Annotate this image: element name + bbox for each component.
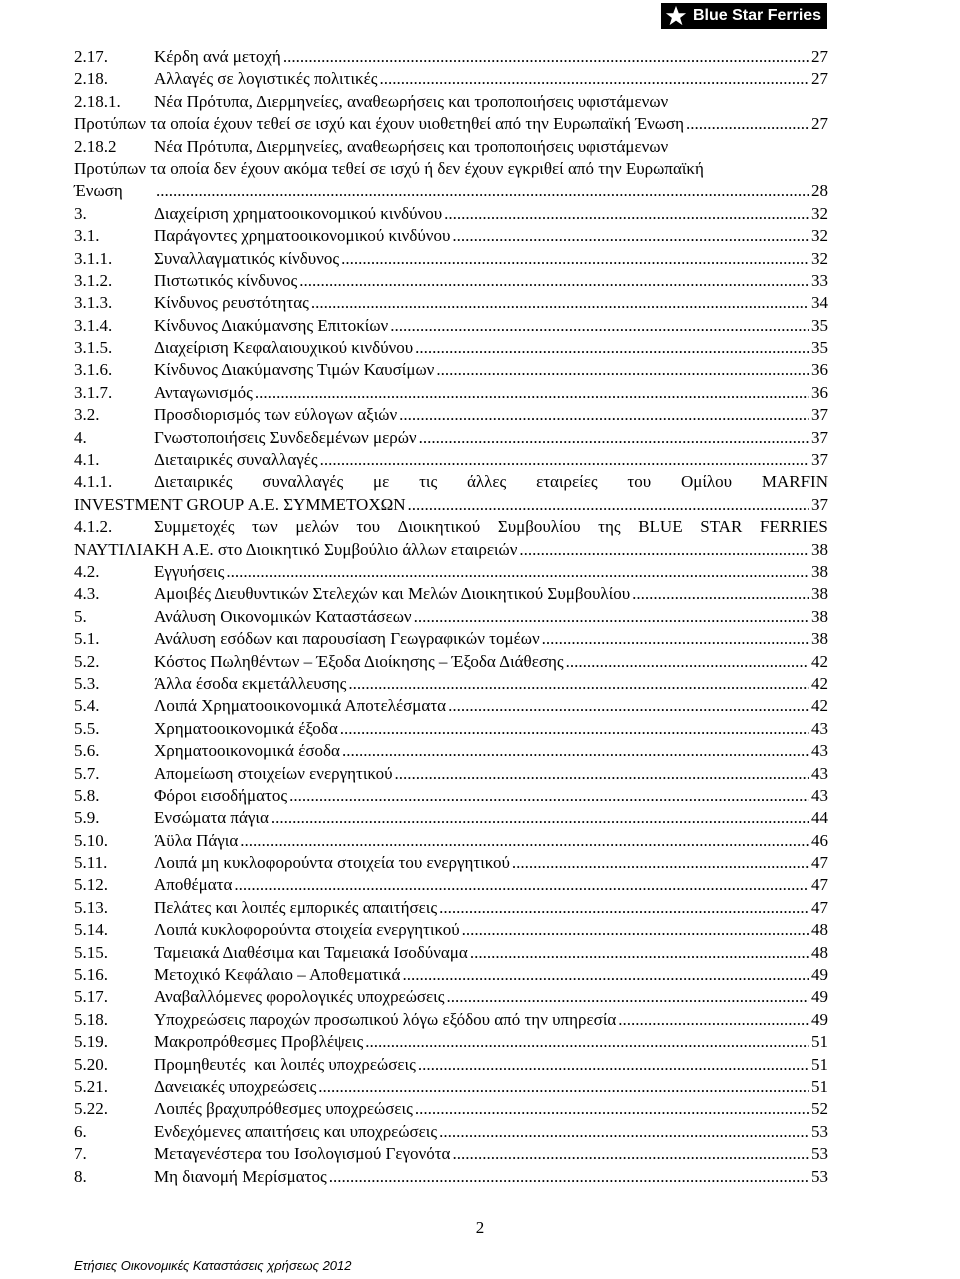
toc-number: 5.19. <box>74 1032 108 1052</box>
toc-number: 5.14. <box>74 920 108 940</box>
toc-page: 32 <box>811 226 828 246</box>
toc-entry[interactable] <box>74 561 828 583</box>
toc-entry[interactable] <box>74 1076 828 1098</box>
toc-number: 3.1.5. <box>74 338 113 358</box>
toc-number: 5.7. <box>74 763 100 783</box>
dot-leader <box>390 315 809 337</box>
toc-entry[interactable] <box>74 874 828 896</box>
toc-title: Κόστος Πωληθέντων – Έξοδα Διοίκησης – Έξοδα Διάθεσης <box>154 651 564 671</box>
toc-number: 5.11. <box>74 853 108 873</box>
toc-page: 47 <box>811 853 828 873</box>
toc-page: 53 <box>811 1121 828 1141</box>
toc-number: 4. <box>74 427 87 447</box>
toc-page: 32 <box>811 203 828 223</box>
toc-page: 47 <box>811 897 828 917</box>
toc-entry[interactable] <box>74 471 828 516</box>
toc-page: 35 <box>811 338 828 358</box>
dot-leader <box>452 225 809 247</box>
dot-leader <box>415 1098 809 1120</box>
toc-entry[interactable] <box>74 449 828 471</box>
toc-entry[interactable] <box>74 740 828 762</box>
toc-number: 5.4. <box>74 696 100 716</box>
toc-entry[interactable] <box>74 46 828 68</box>
toc-number: 4.1.2. <box>74 517 113 537</box>
toc-page: 38 <box>811 539 828 559</box>
dot-leader <box>439 897 809 919</box>
toc-entry[interactable] <box>74 718 828 740</box>
toc-page: 43 <box>811 718 828 738</box>
dot-leader <box>447 986 810 1008</box>
toc-number: 3.1.4. <box>74 315 113 335</box>
toc-entry[interactable] <box>74 292 828 314</box>
toc-number: 3.2. <box>74 405 100 425</box>
dot-leader <box>419 427 809 449</box>
toc-page: 36 <box>811 360 828 380</box>
dot-leader <box>255 382 809 404</box>
toc-word: της <box>598 517 621 537</box>
toc-number: 5.2. <box>74 651 100 671</box>
toc-number: 5.3. <box>74 673 100 693</box>
dot-leader <box>320 449 809 471</box>
toc-number: 3.1. <box>74 226 100 246</box>
toc-number: 4.1. <box>74 450 100 470</box>
toc-title: Συναλλαγματικός κίνδυνος <box>154 248 340 268</box>
dot-leader <box>395 763 810 785</box>
toc-number: 4.3. <box>74 584 100 604</box>
toc-title: Λοιπά Χρηματοοικονομικά Αποτελέσματα <box>154 696 447 716</box>
toc-entry[interactable] <box>74 942 828 964</box>
dot-leader <box>289 785 809 807</box>
toc-entry[interactable] <box>74 1054 828 1076</box>
toc-title: Ενδεχόμενες απαιτήσεις και υποχρεώσεις <box>154 1121 438 1141</box>
toc-title: Παράγοντες χρηματοοικονομικού κινδύνου <box>154 226 451 246</box>
toc-word: εταιρείες <box>536 472 598 492</box>
toc-page: 38 <box>811 606 828 626</box>
toc-word: Συμβουλίου <box>497 517 581 537</box>
toc-entry[interactable] <box>74 203 828 225</box>
toc-title: Αναβαλλόμενες φορολογικές υποχρεώσεις <box>154 987 445 1007</box>
toc-title-line-1: Νέα Πρότυπα, Διερμηνείες, αναθεωρήσεις και τροποποιήσεις υφιστάμενων <box>154 136 669 156</box>
toc-title: Ανταγωνισμός <box>154 382 253 402</box>
toc-title-line-2: ΝΑΥΤΙΛΙΑΚΗ Α.Ε. στο Διοικητικό Συμβούλιο άλλων εταιρειών <box>74 539 518 559</box>
toc-number: 5.16. <box>74 965 108 985</box>
toc-entry[interactable] <box>74 516 828 561</box>
toc-number: 2.18. <box>74 69 108 89</box>
toc-title: Μη διανομή Μερίσματος <box>154 1166 327 1186</box>
toc-page: 37 <box>811 450 828 470</box>
toc-page: 27 <box>811 114 828 134</box>
toc-entry[interactable] <box>74 986 828 1008</box>
logo-text: Blue Star Ferries <box>693 7 822 24</box>
toc-word: MARFIN <box>761 472 828 492</box>
toc-number: 5.18. <box>74 1009 108 1029</box>
toc-title: Κέρδη ανά μετοχή <box>154 47 281 66</box>
toc-page: 38 <box>811 561 828 581</box>
toc-word: του <box>627 472 652 492</box>
toc-entry[interactable] <box>74 606 828 628</box>
toc-page: 49 <box>811 987 828 1007</box>
toc-page: 37 <box>811 494 828 514</box>
dot-leader <box>341 248 809 270</box>
toc-title: Λοιπές βραχυπρόθεσμες υποχρεώσεις <box>154 1099 413 1119</box>
toc-title: Προμηθευτές και λοιπές υποχρεώσεις <box>154 1054 416 1074</box>
dot-leader <box>519 539 809 561</box>
toc-word: BLUE <box>638 517 683 537</box>
toc-word: Διεταιρικές <box>154 472 233 492</box>
toc-page: 33 <box>811 270 828 290</box>
toc-word: μελών <box>295 517 339 537</box>
dot-leader <box>156 180 809 202</box>
dot-leader <box>566 651 809 673</box>
page-number: 2 <box>475 1218 485 1237</box>
toc-title: Κίνδυνος Διακύμανσης Τιμών Καυσίμων <box>154 360 435 380</box>
dot-leader <box>379 68 809 90</box>
toc-word: Διοικητικού <box>397 517 481 537</box>
toc-page: 44 <box>811 808 828 828</box>
dot-leader <box>462 919 809 941</box>
toc-title: Διαχείριση Κεφαλαιουχικού κινδύνου <box>154 338 414 358</box>
dot-leader <box>452 1143 809 1165</box>
toc-title: Ταμειακά Διαθέσιμα και Ταμειακά Ισοδύναμα <box>154 942 468 962</box>
toc-page: 35 <box>811 315 828 335</box>
dot-leader <box>348 673 809 695</box>
toc-page: 38 <box>811 629 828 649</box>
toc-number: 3.1.7. <box>74 382 113 402</box>
toc-title: Εγγυήσεις <box>154 561 225 581</box>
toc-page: 37 <box>811 405 828 425</box>
toc-number: 2.18.2 <box>74 136 117 156</box>
toc-entry[interactable] <box>74 404 828 426</box>
toc-page: 52 <box>811 1099 828 1119</box>
dot-leader <box>415 337 809 359</box>
toc-title: Ανάλυση Οικονομικών Καταστάσεων <box>154 606 412 626</box>
dot-leader <box>470 942 809 964</box>
dot-leader <box>436 359 809 381</box>
toc-title: Ενσώματα πάγια <box>154 808 269 828</box>
toc-number: 5.9. <box>74 808 100 828</box>
dot-leader <box>686 113 809 135</box>
toc-number: 5.10. <box>74 830 108 850</box>
toc-title: Πελάτες και λοιπές εμπορικές απαιτήσεις <box>154 897 438 917</box>
toc-number: 3.1.1. <box>74 248 113 268</box>
toc-entry[interactable] <box>74 897 828 919</box>
toc-entry[interactable] <box>74 628 828 650</box>
toc-title-line-2: INVESTMENT GROUP Α.Ε. ΣΥΜΜΕΤΟΧΩΝ <box>74 494 406 514</box>
toc-title: Μακροπρόθεσμες Προβλέψεις <box>154 1032 364 1052</box>
toc-title: Κίνδυνος ρευστότητας <box>154 293 309 313</box>
toc-number: 8. <box>74 1166 87 1186</box>
toc-entry[interactable] <box>74 807 828 829</box>
toc-page: 49 <box>811 1009 828 1029</box>
toc-number: 2.17. <box>74 47 108 66</box>
toc-page: 46 <box>811 830 828 850</box>
dot-leader <box>365 1031 809 1053</box>
toc-word: συναλλαγές <box>262 472 344 492</box>
toc-number: 5. <box>74 606 87 626</box>
toc-page: 53 <box>811 1166 828 1186</box>
toc-entry[interactable] <box>74 695 828 717</box>
toc-entry[interactable] <box>74 136 828 203</box>
toc-title: Δανειακές υποχρεώσεις <box>154 1076 317 1096</box>
company-logo <box>661 3 827 29</box>
toc-entry[interactable] <box>74 964 828 986</box>
toc-page: 28 <box>811 181 828 201</box>
toc-page: 42 <box>811 673 828 693</box>
toc-entry[interactable] <box>74 270 828 292</box>
toc-page: 51 <box>811 1032 828 1052</box>
toc-word: τις <box>419 472 438 492</box>
toc-word: άλλες <box>467 472 507 492</box>
toc-page: 36 <box>811 382 828 402</box>
dot-leader <box>318 1076 809 1098</box>
toc-word: Συμμετοχές <box>154 517 235 537</box>
dot-leader <box>399 404 809 426</box>
toc-page: 38 <box>811 584 828 604</box>
dot-leader <box>329 1166 809 1188</box>
toc-number: 5.5. <box>74 718 100 738</box>
dot-leader <box>342 740 809 762</box>
toc-title: Γνωστοποιήσεις Συνδεδεμένων μερών <box>154 427 417 447</box>
toc-number: 4.2. <box>74 561 100 581</box>
toc-page: 53 <box>811 1144 828 1164</box>
toc-entry[interactable] <box>74 1009 828 1031</box>
toc-title: Αποθέματα <box>154 875 233 895</box>
toc-title: Κίνδυνος Διακύμανσης Επιτοκίων <box>154 315 389 335</box>
toc-page: 43 <box>811 763 828 783</box>
toc-number: 3.1.6. <box>74 360 113 380</box>
toc-entry[interactable] <box>74 225 828 247</box>
dot-leader <box>240 830 809 852</box>
toc-entry[interactable] <box>74 852 828 874</box>
toc-number: 4.1.1. <box>74 472 113 492</box>
toc-title-line-1: Νέα Πρότυπα, Διερμηνείες, αναθεωρήσεις και τροποποιήσεις υφιστάμενων <box>154 91 669 111</box>
toc-entry[interactable] <box>74 651 828 673</box>
toc-number: 5.22. <box>74 1099 108 1119</box>
toc-word: του <box>356 517 381 537</box>
toc-number: 5.1. <box>74 629 100 649</box>
toc-entry[interactable] <box>74 315 828 337</box>
footer-text: Ετήσιες Οικονομικές Καταστάσεις χρήσεως 2012 <box>74 1258 352 1273</box>
toc-word: με <box>373 472 390 492</box>
dot-leader <box>439 1121 809 1143</box>
toc-entry[interactable] <box>74 427 828 449</box>
toc-page: 47 <box>811 875 828 895</box>
dot-leader <box>340 718 809 740</box>
toc-number: 6. <box>74 1121 87 1141</box>
toc-word: FERRIES <box>759 517 828 537</box>
toc-page: 51 <box>811 1076 828 1096</box>
dot-leader <box>618 1009 809 1031</box>
dot-leader <box>226 561 809 583</box>
toc-number: 2.18.1. <box>74 91 121 111</box>
toc-title: Διαχείριση χρηματοοικονομικού κινδύνου <box>154 203 443 223</box>
toc-number: 7. <box>74 1144 87 1164</box>
toc-page: 42 <box>811 651 828 671</box>
toc-number: 5.6. <box>74 741 100 761</box>
toc-entry[interactable] <box>74 1121 828 1143</box>
toc-entry[interactable] <box>74 1098 828 1120</box>
toc-entry[interactable] <box>74 673 828 695</box>
toc-entry[interactable] <box>74 91 828 136</box>
toc-number: 5.17. <box>74 987 108 1007</box>
toc-page: 34 <box>811 293 828 313</box>
table-of-contents <box>74 46 828 1188</box>
toc-title: Μεταγενέστερα του Ισολογισμού Γεγονότα <box>154 1144 451 1164</box>
toc-page: 27 <box>811 47 828 66</box>
toc-title: Διεταιρικές συναλλαγές <box>154 450 318 470</box>
toc-word: των <box>252 517 278 537</box>
dot-leader <box>448 695 809 717</box>
toc-title: Μετοχικό Κεφάλαιο – Αποθεματικά <box>154 965 401 985</box>
toc-page: 43 <box>811 741 828 761</box>
dot-leader <box>414 606 809 628</box>
toc-page: 32 <box>811 248 828 268</box>
dot-leader <box>271 807 809 829</box>
toc-entry[interactable] <box>74 1143 828 1165</box>
toc-title: Πιστωτικός κίνδυνος <box>154 270 298 290</box>
toc-entry[interactable] <box>74 583 828 605</box>
dot-leader <box>444 203 809 225</box>
toc-number: 5.12. <box>74 875 108 895</box>
dot-leader <box>418 1054 809 1076</box>
toc-title: Χρηματοοικονομικά έσοδα <box>154 741 340 761</box>
toc-entry[interactable] <box>74 1166 828 1188</box>
toc-page: 37 <box>811 427 828 447</box>
toc-title: Άϋλα Πάγια <box>154 830 239 850</box>
toc-title: Χρηματοοικονομικά έξοδα <box>154 718 338 738</box>
toc-number: 5.21. <box>74 1076 108 1096</box>
toc-page: 49 <box>811 965 828 985</box>
toc-page: 43 <box>811 785 828 805</box>
dot-leader <box>542 628 809 650</box>
toc-title-line-2: Προτύπων τα οποία δεν έχουν ακόμα τεθεί σε ισχύ ή δεν έχουν εγκριθεί από την Ευρωπαϊκή <box>74 158 704 178</box>
toc-number: 5.15. <box>74 942 108 962</box>
toc-entry[interactable] <box>74 248 828 270</box>
toc-title: Αμοιβές Διευθυντικών Στελεχών και Μελών Διοικητικού Συμβουλίου <box>154 584 631 604</box>
toc-entry[interactable] <box>74 785 828 807</box>
dot-leader <box>402 964 809 986</box>
toc-word: Ομίλου <box>680 472 733 492</box>
dot-leader <box>234 874 809 896</box>
toc-title: Άλλα έσοδα εκμετάλλευσης <box>154 673 347 693</box>
toc-page: 51 <box>811 1054 828 1074</box>
toc-number: 3.1.3. <box>74 293 113 313</box>
toc-page: 42 <box>811 696 828 716</box>
toc-title: Υποχρεώσεις παροχών προσωπικού λόγω εξόδου από την υπηρεσία <box>154 1009 617 1029</box>
dot-leader <box>283 46 809 68</box>
toc-number: 5.13. <box>74 897 108 917</box>
toc-title-line-3: Ένωση <box>74 181 123 201</box>
toc-page: 48 <box>811 920 828 940</box>
toc-title: Λοιπά κυκλοφορούντα στοιχεία ενεργητικού <box>154 920 460 940</box>
toc-number: 3. <box>74 203 87 223</box>
dot-leader <box>408 494 809 516</box>
toc-title-line-2: Προτύπων τα οποία έχουν τεθεί σε ισχύ και έχουν υιοθετηθεί από την Ευρωπαϊκή Ένωση <box>74 114 685 134</box>
toc-number: 3.1.2. <box>74 270 113 290</box>
toc-title: Προσδιορισμός των εύλογων αξιών <box>154 405 398 425</box>
toc-entry[interactable] <box>74 763 828 785</box>
toc-title: Αλλαγές σε λογιστικές πολιτικές <box>154 69 378 89</box>
toc-entry[interactable] <box>74 359 828 381</box>
toc-title: Λοιπά μη κυκλοφορούντα στοιχεία του ενεργητικού <box>154 853 510 873</box>
toc-entry[interactable] <box>74 830 828 852</box>
toc-entry[interactable] <box>74 382 828 404</box>
toc-page: 27 <box>811 69 828 89</box>
toc-title: Απομείωση στοιχείων ενεργητικού <box>154 763 393 783</box>
toc-number: 5.20. <box>74 1054 108 1074</box>
toc-number: 5.8. <box>74 785 100 805</box>
toc-page: 48 <box>811 942 828 962</box>
dot-leader <box>632 583 809 605</box>
toc-entry[interactable] <box>74 337 828 359</box>
toc-title: Φόροι εισοδήματος <box>154 785 288 805</box>
star-icon <box>665 5 687 27</box>
toc-title: Ανάλυση εσόδων και παρουσίαση Γεωγραφικών τομέων <box>154 629 540 649</box>
dot-leader <box>311 292 809 314</box>
toc-word: STAR <box>700 517 743 537</box>
toc-entry[interactable] <box>74 68 828 90</box>
toc-entry[interactable] <box>74 1031 828 1053</box>
dot-leader <box>299 270 809 292</box>
dot-leader <box>512 852 809 874</box>
toc-entry[interactable] <box>74 919 828 941</box>
